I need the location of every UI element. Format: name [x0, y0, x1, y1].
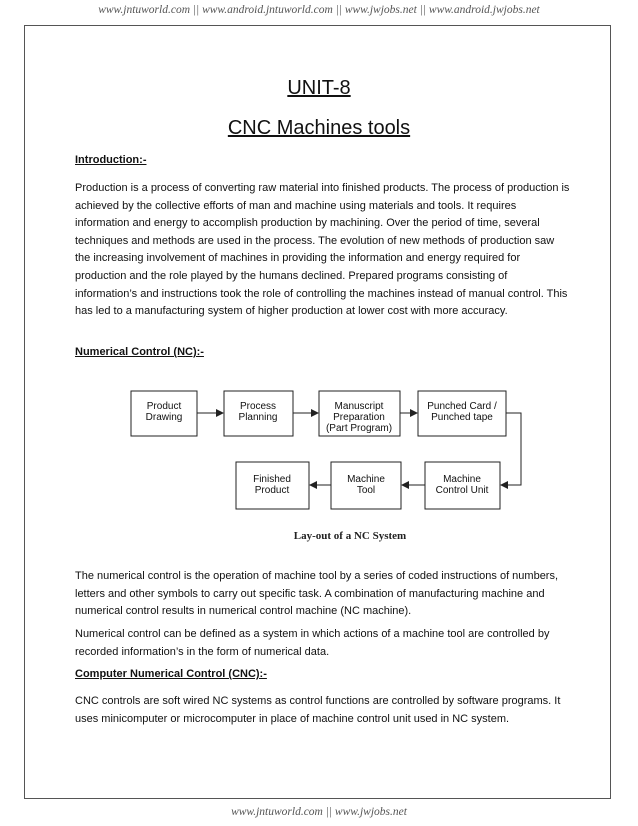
introduction-heading: Introduction:- — [75, 154, 147, 166]
box-label: Punched Card / — [427, 401, 497, 412]
box-label: Punched tape — [431, 412, 493, 423]
box-label: Planning — [238, 412, 278, 423]
diagram-caption: Lay-out of a NC System — [293, 530, 407, 542]
box-label: Finished — [253, 474, 291, 485]
box-label: (Part Program) — [325, 423, 393, 434]
introduction-paragraph: Production is a process of converting raw material into finished products. The process of production is achieved by the collective efforts of man and machine using materials and tools. It requires information and energy to accomplish production by machining. Over the period of time, several techniques and methods are used in the process. The evolution of new methods of production saw the increasing involvement of machines in providing the information and energy required for production and the role played by the humans declined. Prepared programs consisting of information’s and instructions took the role of controlling the machines instead of manual control. This has led to a manufacturing system of higher production at lower cost with more accuracy. — [75, 182, 570, 318]
document-title: CNC Machines tools — [227, 117, 411, 139]
box-label: Manuscript — [334, 401, 384, 412]
box-machine-control-unit — [425, 462, 500, 509]
box-label: Control Unit — [435, 485, 489, 496]
footer-links[interactable]: www.jntuworld.com || www.jwjobs.net — [231, 806, 407, 818]
box-label: Drawing — [145, 412, 183, 423]
nc-paragraph-2: Numerical control can be defined as a system in which actions of a machine tool are controlled by recorded information’s in the form of numerical data. — [75, 628, 550, 658]
box-label: Machine — [443, 474, 481, 485]
nc-paragraph-1: The numerical control is the operation of machine tool by a series of coded instructions of numbers, letters and other symbols to carry out specific task. A combination of manufacturing machine and numerical control results in numerical control machine (NC machine). — [75, 570, 559, 618]
box-machine-tool — [331, 462, 401, 509]
unit-title: UNIT-8 — [287, 77, 351, 99]
cnc-paragraph: CNC controls are soft wired NC systems as control functions are controlled by software programs. It uses minicomputer or microcomputer in place of machine control unit used in NC system. — [75, 695, 561, 725]
box-label: Machine — [347, 474, 385, 485]
box-label: Product — [254, 485, 290, 496]
cnc-heading: Computer Numerical Control (CNC):- — [75, 668, 267, 680]
box-product-drawing — [131, 391, 197, 436]
box-finished-product — [236, 462, 309, 509]
box-process-planning — [224, 391, 293, 436]
header-links[interactable]: www.jntuworld.com || www.android.jntuworld.com || www.jwjobs.net || www.android.jwjobs.net — [98, 4, 540, 16]
box-label: Process — [239, 401, 277, 412]
nc-heading: Numerical Control (NC):- — [75, 346, 204, 358]
box-label: Preparation — [333, 412, 385, 423]
box-manuscript-preparation — [319, 391, 400, 436]
box-punched-card — [418, 391, 506, 436]
box-label: Product — [146, 401, 182, 412]
box-label: Tool — [356, 485, 376, 496]
